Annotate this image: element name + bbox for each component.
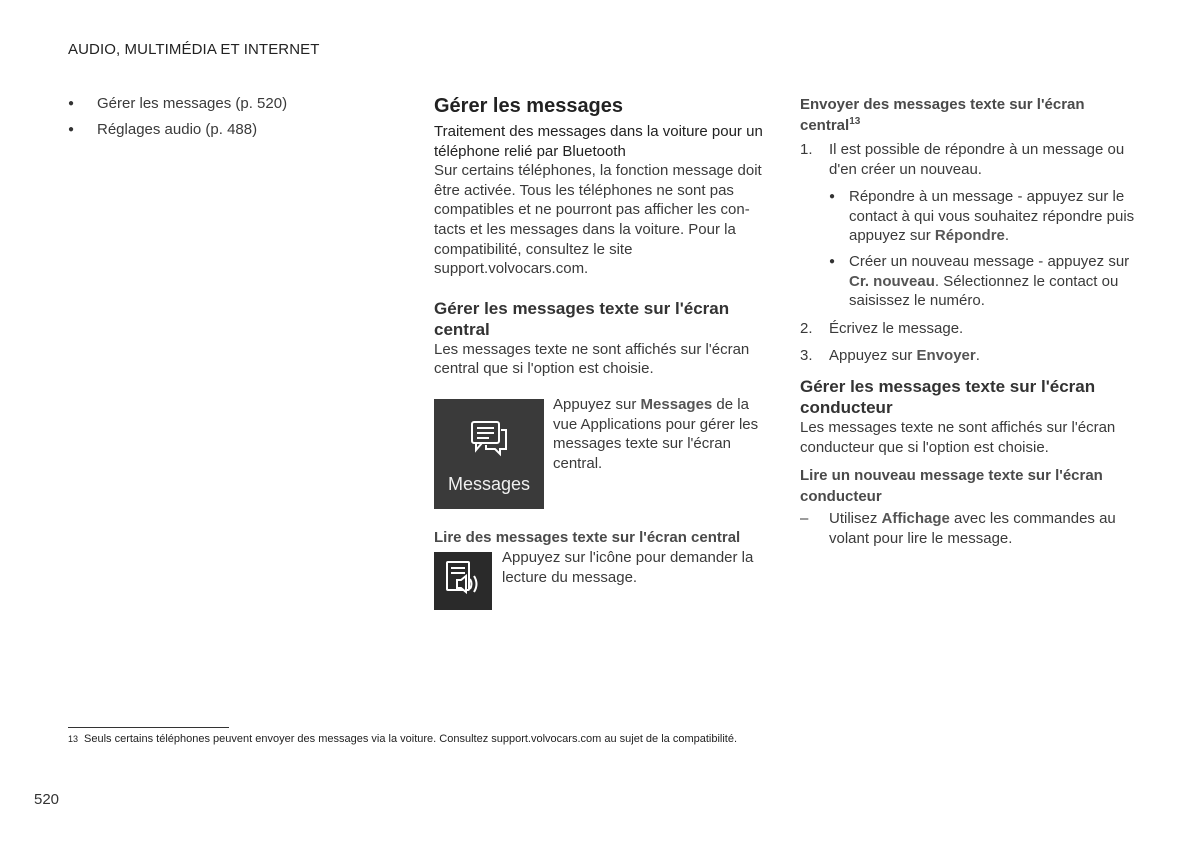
- middle-column: [434, 94, 769, 610]
- step-item: [800, 346, 1135, 366]
- footnote-number: 13: [68, 734, 79, 744]
- send-messages-heading: Envoyer des messages texte sur l'écran central$^{13}$: [800, 96, 1085, 134]
- driver-read-heading: Lire un nouveau message texte sur l'écran conducteur: [800, 467, 1103, 506]
- messages-app-row: [434, 395, 769, 509]
- footnote-text: Seuls certains téléphones peuvent envoyer des messages via la voiture. Consultez support.volvocars.com au sujet de la compatibilité.: [84, 733, 738, 745]
- footnote-ref: 13: [849, 116, 861, 127]
- messages-instruction: Appuyez sur Messages de la vue Applications pour gérer les messages texte sur l'écran central.: [553, 395, 759, 472]
- send-term: Envoyer: [916, 347, 976, 365]
- step-options-list: [829, 187, 1135, 311]
- messages-app-tile[interactable]: [434, 399, 544, 509]
- related-links-list: [68, 94, 368, 139]
- read-message-button[interactable]: [434, 552, 492, 610]
- driver-screen-heading: Gérer les messages texte sur l'écran conducteur: [800, 376, 1096, 417]
- chat-bubbles-icon: [469, 419, 509, 463]
- step-number: 2.: [800, 319, 813, 337]
- section-title: Gérer les messages: [434, 95, 624, 117]
- reply-option: ● Répondre à un message - appuyez sur le contact à qui vous souhaitez répondre puis appuyez sur Répondre.: [829, 187, 1135, 246]
- create-option: ● Créer un nouveau message - appuyez sur Cr. nouveau. Sélectionnez le contact ou saisissez le numéro.: [829, 252, 1135, 311]
- related-link[interactable]: ● Gérer les messages (p. 520): [68, 94, 368, 114]
- step-number: 1.: [800, 141, 813, 158]
- step-text: Écrivez le message.: [829, 319, 964, 337]
- message-speaker-icon: [443, 558, 483, 604]
- footnote-divider: [68, 727, 229, 728]
- page-header-title: AUDIO, MULTIMÉDIA ET INTERNET: [68, 41, 320, 58]
- step-item: [800, 140, 1135, 311]
- driver-screen-text: Les messages texte ne sont affichés sur l'écran conducteur que si l'option est choisie.: [800, 418, 1116, 456]
- messages-term: Messages: [640, 395, 713, 413]
- left-column: [68, 94, 368, 145]
- send-steps-list: [800, 140, 1135, 366]
- read-messages-heading: Lire des messages texte sur l'écran central: [434, 528, 741, 546]
- read-message-instruction: Appuyez sur l'icône pour demander la lecture du message.: [502, 548, 754, 586]
- step-item: [800, 319, 1135, 339]
- messages-tile-label: Messages: [447, 473, 531, 494]
- step-text: Appuyez sur Envoyer.: [829, 347, 980, 365]
- footnote: [68, 732, 737, 746]
- step-number: 3.: [800, 347, 813, 365]
- read-message-row: [434, 548, 769, 610]
- related-link[interactable]: ● Réglages audio (p. 488): [68, 120, 368, 140]
- section-subtitle: Traitement des messages dans la voiture pour un téléphone relié par Bluetooth: [434, 123, 763, 160]
- dash-marker: –: [800, 510, 809, 528]
- right-column: [800, 94, 1135, 548]
- step-text: Il est possible de répondre à un message ou d'en créer un nouveau.: [829, 141, 1125, 178]
- driver-read-instruction: – Utilisez Affichage avec les commandes au volant pour lire le message.: [800, 510, 1116, 547]
- display-term: Affichage: [881, 510, 950, 528]
- central-screen-heading: Gérer les messages texte sur l'écran central: [434, 298, 730, 339]
- intro-paragraph: Sur certains téléphones, la fonction message doit être activée. Tous les téléphones ne sont pas compatibles et ne pourront pas afficher les con-tacts et les messages dans la voiture. Pour la compatibilité, consultez le site support.volvocars.com.: [434, 162, 762, 278]
- reply-term: Répondre: [934, 227, 1005, 245]
- central-screen-text: Les messages texte ne sont affichés sur l'écran central que si l'option est choisie.: [434, 340, 750, 378]
- create-term: Cr. nouveau: [849, 272, 935, 290]
- page-number: 520: [34, 791, 60, 808]
